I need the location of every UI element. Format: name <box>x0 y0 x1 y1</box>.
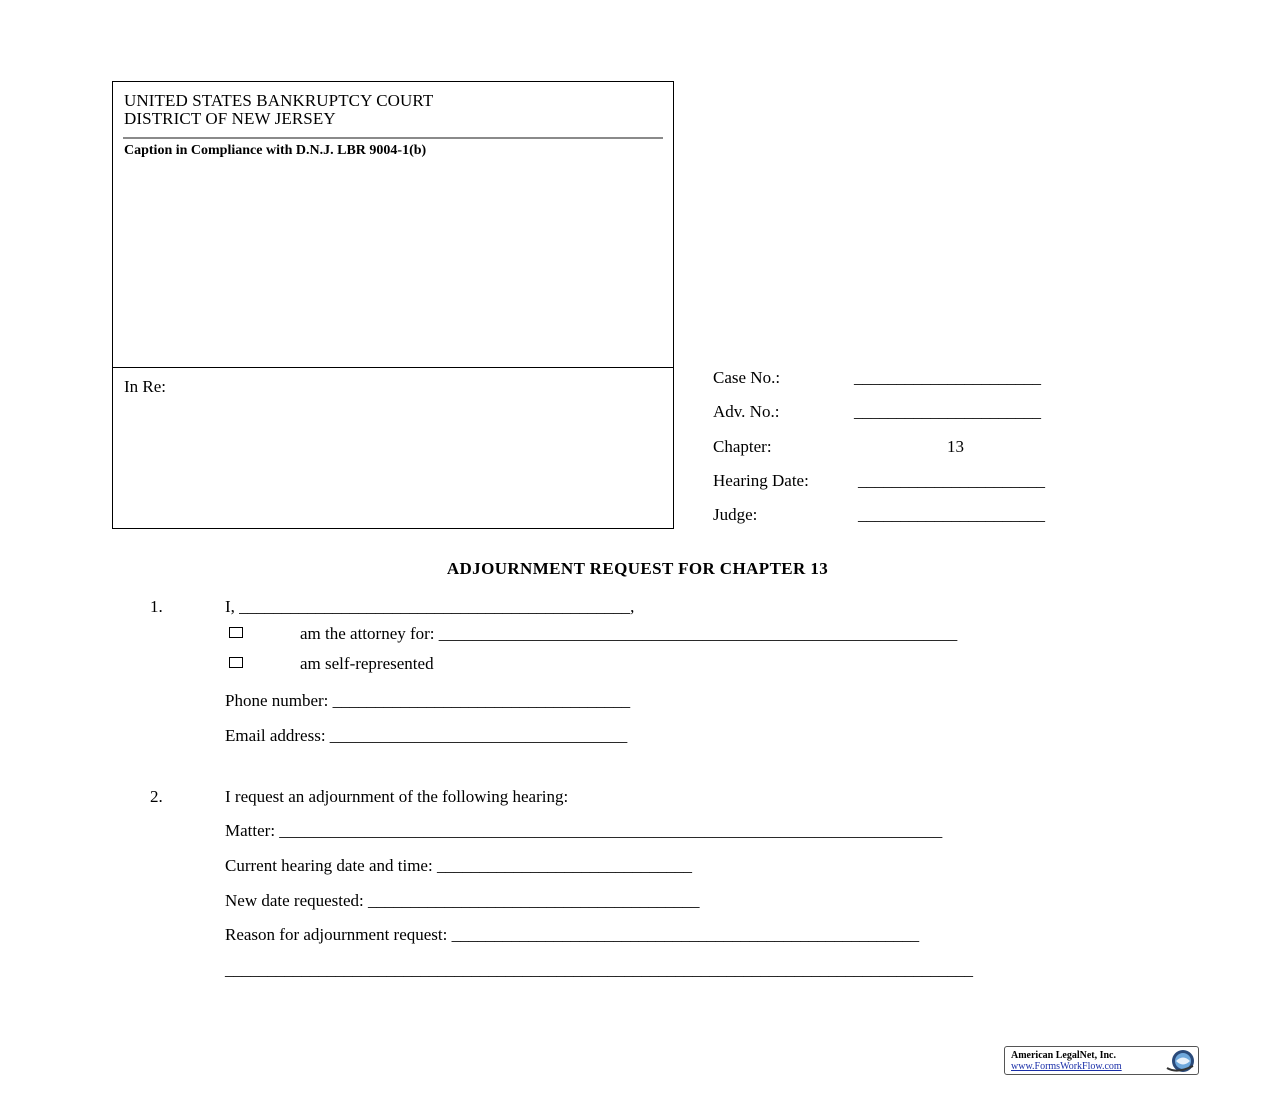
reason-field[interactable]: Reason for adjournment request: _______________________________________________________ <box>225 925 920 944</box>
chapter-label: Chapter: <box>713 437 772 456</box>
section-2-intro: I request an adjournment of the following hearing: <box>225 787 569 806</box>
self-represented-checkbox[interactable] <box>229 657 243 668</box>
chapter-value: 13 <box>947 437 964 456</box>
phone-number-field[interactable]: Phone number: ___________________________________ <box>225 691 631 710</box>
american-legalnet-logo[interactable] <box>1004 1046 1199 1075</box>
matter-field[interactable]: Matter: ______________________________________________________________________________ <box>225 821 943 840</box>
case-no-label: Case No.: <box>713 368 781 387</box>
court-name: UNITED STATES BANKRUPTCY COURT <box>124 91 434 110</box>
self-represented-label: am self-represented <box>300 654 434 673</box>
judge-label: Judge: <box>713 505 758 524</box>
caption-compliance-note: Caption in Compliance with D.N.J. LBR 9004-1(b) <box>124 143 427 158</box>
hearing-date-label: Hearing Date: <box>713 471 809 490</box>
caption-divider <box>123 137 663 139</box>
section-2-number: 2. <box>150 787 163 806</box>
hearing-date-field[interactable]: ______________________ <box>858 471 1045 490</box>
current-hearing-date-field[interactable]: Current hearing date and time: ______________________________ <box>225 856 692 875</box>
judge-field[interactable]: ______________________ <box>858 505 1045 524</box>
case-no-field[interactable]: ______________________ <box>854 368 1041 387</box>
globe-logo-icon <box>1163 1048 1199 1074</box>
logo-company-name: American LegalNet, Inc. <box>1011 1050 1116 1061</box>
adv-no-label: Adv. No.: <box>713 402 780 421</box>
logo-website-link[interactable]: www.FormsWorkFlow.com <box>1011 1061 1122 1072</box>
form-title: ADJOURNMENT REQUEST FOR CHAPTER 13 <box>446 559 829 578</box>
email-address-field[interactable]: Email address: ___________________________________ <box>225 726 628 745</box>
reason-field-line-2[interactable]: ________________________________________________________________________________________ <box>225 960 973 979</box>
section-1-number: 1. <box>150 597 163 616</box>
attorney-checkbox[interactable] <box>229 627 243 638</box>
adv-no-field[interactable]: ______________________ <box>854 402 1041 421</box>
court-district: DISTRICT OF NEW JERSEY <box>124 109 336 128</box>
in-re-divider <box>113 367 673 368</box>
new-date-field[interactable]: New date requested: _______________________________________ <box>225 891 700 910</box>
caption-box <box>112 81 674 529</box>
in-re-label: In Re: <box>124 377 167 396</box>
attorney-for-field[interactable]: am the attorney for: _____________________________________________________________ <box>300 624 958 643</box>
declarant-name-field[interactable]: I, ______________________________________________, <box>225 597 635 616</box>
